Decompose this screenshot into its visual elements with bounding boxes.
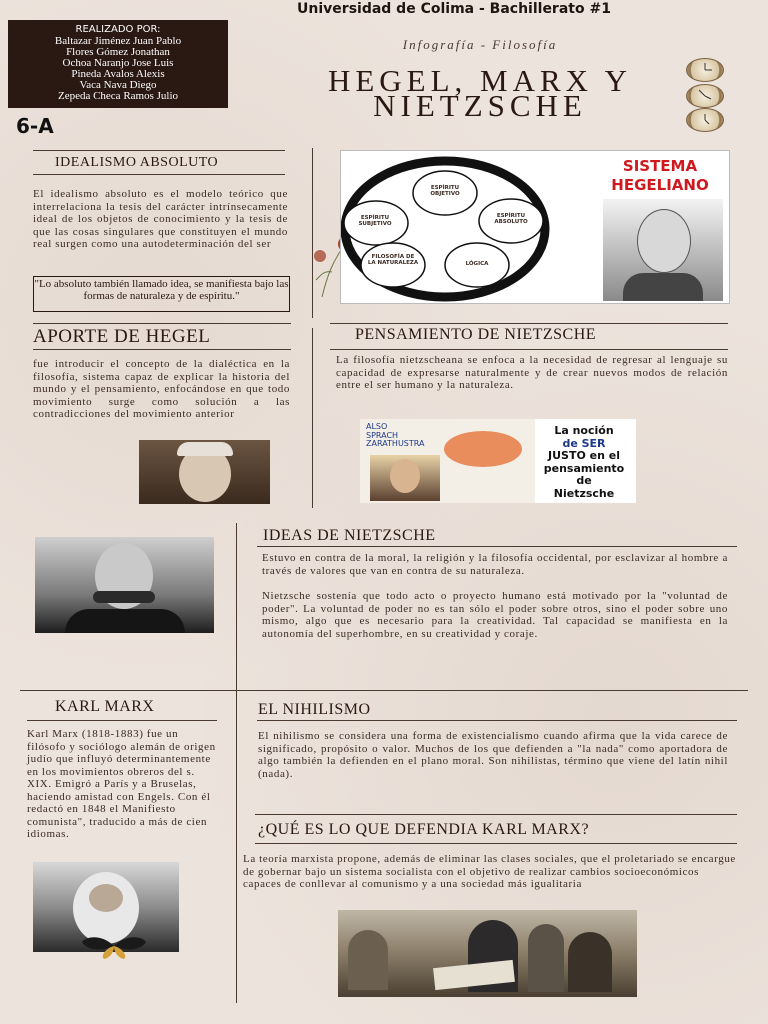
hegel-sketch-portrait — [603, 199, 723, 301]
nietzsche-banner-image — [360, 419, 636, 503]
nihilismo-title: EL NIHILISMO — [258, 701, 371, 718]
author-name: Baltazar Jiménez Juan Pablo — [54, 35, 182, 47]
nihilismo-text: El nihilismo se considera una forma de existencialismo cuando afirma que la vida carece de significado, propósito o valor. Muchos de los que defienden a "la nada" como aportadora de algo también la defienden en el plano moral. Son nihilistas, término que viene del latín nihil (nada). — [258, 730, 728, 780]
ser-justo-line-4: pensamiento — [543, 461, 625, 475]
nietzsche-portrait — [35, 537, 214, 633]
divider — [33, 150, 285, 151]
divider — [33, 349, 291, 350]
authors-box — [8, 20, 228, 108]
node-naturaleza: FILOSOFÍA DE LA NATURALEZA — [367, 254, 419, 266]
sistema-title — [585, 157, 730, 195]
idealismo-text: El idealismo absoluto es el modelo teórico que interrelaciona la tesis del carácter intrínsecamente ideal de los objetos de conocimiento y la tesis de que las cosas singulares que constituyen el mundo real surgen como una autodeterminación del ser — [33, 188, 288, 250]
sistema-hegeliano-image — [340, 150, 730, 304]
divider — [33, 323, 291, 324]
clock-icon — [686, 58, 724, 82]
vertical-divider — [312, 328, 313, 508]
butterfly-icon — [78, 932, 150, 960]
zarathustra-label — [366, 423, 424, 449]
defendia-title: ¿QUÉ ES LO QUE DEFENDIA KARL MARX? — [258, 821, 590, 838]
vertical-divider — [236, 523, 237, 1003]
ideas-text-1: Estuvo en contra de la moral, la religión y la filosofía occidental, por esclavizar al hombre a través de valores que van en contra de su naturaleza. — [262, 552, 728, 577]
ser-justo-line-2: de SER — [562, 436, 606, 450]
author-name: Zepeda Checa Ramos Julio — [57, 90, 179, 102]
ser-justo-line-6: Nietzsche — [553, 486, 615, 500]
divider — [33, 174, 285, 175]
divider — [27, 720, 217, 721]
ser-justo-line-1: La noción — [554, 424, 614, 437]
zarathustra-line-3: ZARATHUSTRA — [366, 439, 425, 448]
pensamiento-text: La filosofía nietzscheana se enfoca a la necesidad de regresar al lenguaje su capacidad de expresarse naturalmente y de crear nuevos modos de relación entre el ser humano y la naturaleza. — [336, 354, 728, 391]
marx-text: Karl Marx (1818-1883) fue un filósofo y sociólogo alemán de origen judío que influyó determinantemente en los movimientos obreros del s. XIX. Emigró a París y a Bruselas, haciendo amistad con Engels. Con él redactó en 1848 el Manifiesto comunista", traducido a más de cien idiomas. — [27, 728, 216, 840]
marx-title: KARL MARX — [55, 698, 155, 715]
ideas-title: IDEAS DE NIETZSCHE — [263, 527, 436, 544]
node-absoluto: ESPÍRITU ABSOLUTO — [494, 213, 528, 225]
zarathustra-line-2: SPRACH — [366, 430, 399, 440]
divider — [257, 720, 737, 721]
node-logica: LÓGICA — [465, 261, 489, 267]
divider — [330, 323, 728, 324]
ser-justo-line-5: de — [576, 474, 592, 487]
idealismo-quote: "Lo absoluto también llamado idea, se manifiesta bajo las formas de naturaleza y de espíritu." — [33, 276, 290, 312]
author-name: Flores Gómez Jonathan — [66, 46, 170, 58]
aporte-title: APORTE DE HEGEL — [33, 326, 211, 347]
ideas-text-2: Nietzsche sostenía que todo acto o proyecto humano está motivado por la "voluntad de poder". La voluntad de poder no es tan sólo el poder sobre otros, sino el poder sobre uno mismo, algo que es necesario para la creatividad. Tal capacidad se manifiesta en la autonomía del superhombre, en su creatividad y coraje. — [262, 590, 728, 640]
author-name: Pineda Avalos Alexis — [71, 68, 165, 80]
aporte-text: fue introducir el concepto de la dialéctica en la filosofía, sistema capaz de explicar la historia del mundo y el pensamiento, enfocándose en que todo movimiento surge como solución a las contradicciones del movimiento anterior — [33, 358, 290, 420]
divider — [255, 843, 737, 844]
divider — [257, 546, 737, 547]
group-label: 6-A — [16, 114, 54, 138]
zarathustra-line-1: ALSO — [366, 422, 388, 431]
idealismo-title: IDEALISMO ABSOLUTO — [55, 155, 219, 170]
authors-heading: REALIZADO POR: — [75, 24, 161, 35]
divider — [20, 690, 748, 691]
title-line-1: HEGEL, MARX Y — [327, 63, 633, 98]
page-title — [280, 63, 680, 123]
node-objetivo: ESPÍRITU OBJETIVO — [430, 185, 460, 197]
defendia-text: La teoría marxista propone, además de eliminar las clases sociales, que el proletariado se encargue de gobernar bajo un sistema socialista con el objetivo de realizar cambios socioeconómicos capaces de conllevar al comunismo y a una sociedad más igualitaria — [243, 853, 736, 890]
clock-icon — [686, 108, 724, 132]
page-subtitle: Infografía - Filosofía — [402, 37, 558, 52]
clock-icon — [686, 84, 724, 108]
pensamiento-title: PENSAMIENTO DE NIETZSCHE — [355, 326, 597, 343]
sistema-title-line-2: HEGELIANO — [611, 176, 709, 194]
node-subjetivo: ESPÍRITU SUBJETIVO — [358, 215, 392, 227]
title-line-2: NIETZSCHE — [373, 88, 587, 123]
marx-workers-painting — [338, 910, 637, 997]
author-name: Vaca Nava Diego — [79, 79, 157, 91]
ser-justo-line-3: JUSTO en el — [548, 449, 620, 462]
nietzsche-small-portrait — [370, 455, 440, 501]
pink-blob — [444, 431, 522, 467]
divider — [255, 814, 737, 815]
divider — [330, 349, 728, 350]
hegel-portrait — [139, 440, 270, 504]
author-name: Ochoa Naranjo Jose Luis — [62, 57, 174, 69]
ser-justo-label — [532, 425, 636, 500]
sistema-title-line-1: SISTEMA — [622, 157, 698, 175]
university-title: Universidad de Colima - Bachillerato #1 — [297, 1, 611, 17]
